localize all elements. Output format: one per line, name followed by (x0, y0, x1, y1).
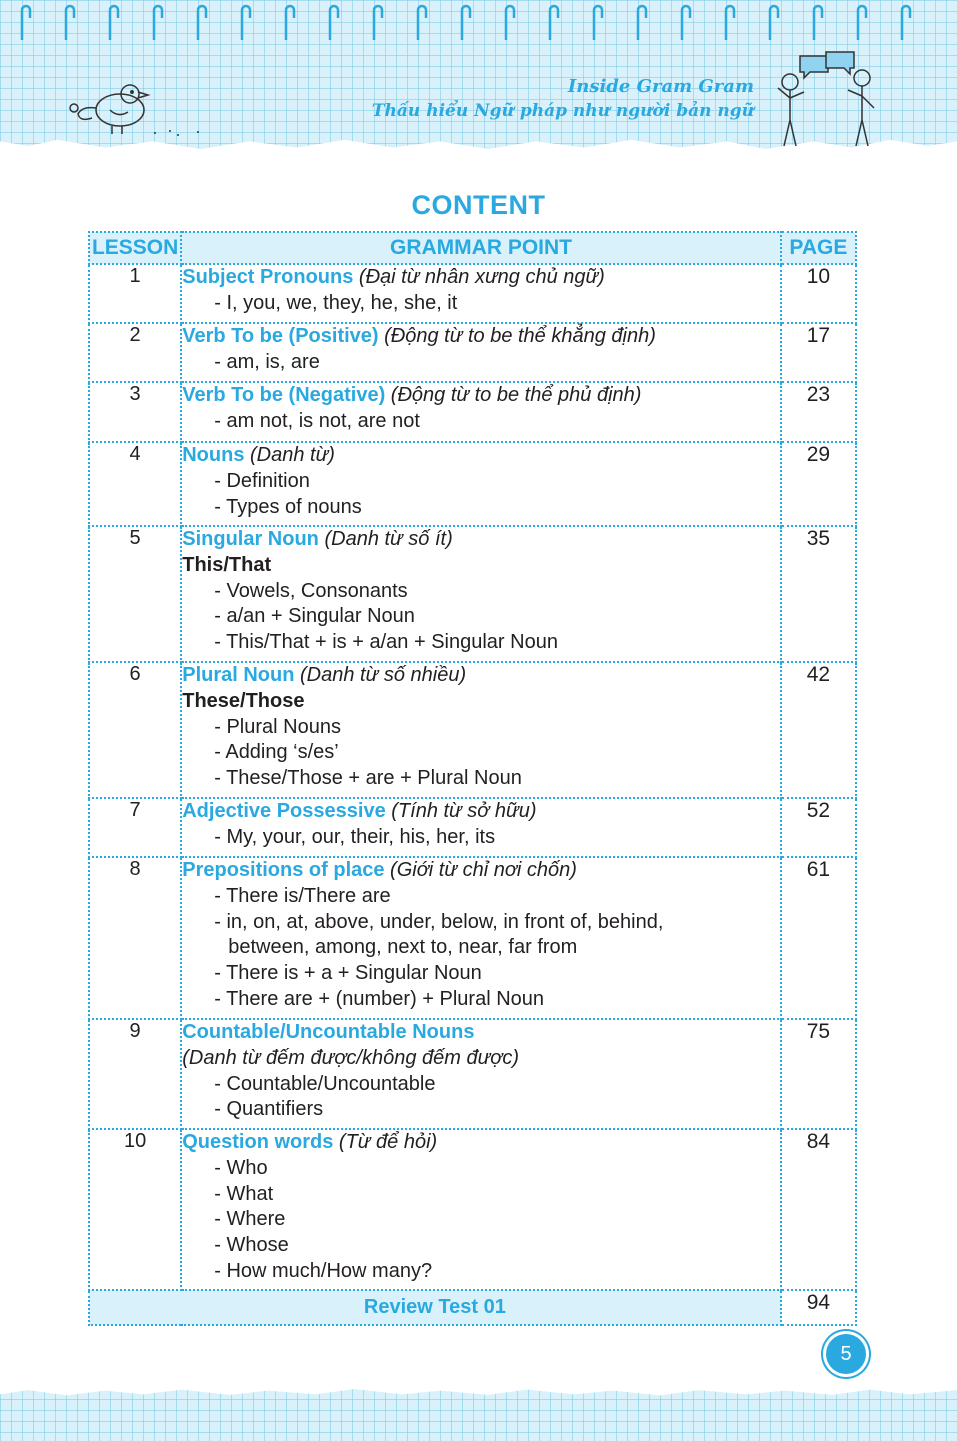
talking-people-icon (770, 48, 890, 148)
header-book-subtitle: Thấu hiểu Ngữ pháp như người bản ngữ (371, 101, 754, 121)
page-number-cell: 23 (781, 382, 856, 442)
table-row (89, 857, 856, 1019)
page-number-cell: 61 (781, 857, 856, 1019)
bird-icon (60, 80, 210, 140)
header-book-title: Inside Gram Gram (567, 76, 754, 97)
grammar-point-cell (181, 662, 781, 798)
lesson-subitem: - What (214, 1182, 274, 1205)
review-row (89, 1290, 856, 1325)
lesson-number: 7 (89, 798, 181, 857)
page-number-badge: 5 (826, 1334, 866, 1374)
lesson-subitem: - Definition (214, 469, 310, 492)
lesson-subitem: - Vowels, Consonants (214, 579, 408, 602)
lesson-number: 4 (89, 442, 181, 526)
lesson-number: 6 (89, 662, 181, 798)
lesson-subitem: - am not, is not, are not (214, 409, 420, 432)
page-number-cell: 29 (781, 442, 856, 526)
lesson-title-vi: (Động từ to be thể khẳng định) (378, 325, 656, 347)
lesson-subitem: - There are + (number) + Plural Noun (214, 987, 545, 1010)
footer-grid-band (0, 1388, 957, 1441)
review-test-label: Review Test 01 (89, 1290, 781, 1325)
page-number-cell: 10 (781, 264, 856, 323)
grammar-point-cell (181, 323, 781, 382)
column-header-grammar-point: GRAMMAR POINT (181, 232, 781, 264)
lesson-title-vi: (Danh từ) (244, 444, 335, 466)
lesson-subheading: This/That (182, 553, 272, 576)
lesson-title-vi: (Từ để hỏi) (333, 1131, 438, 1153)
column-header-lesson: LESSON (89, 232, 181, 264)
grammar-point-cell (181, 1129, 781, 1290)
lesson-subitem: - How much/How many? (214, 1259, 433, 1282)
lesson-subitem: between, among, next to, near, far from (228, 936, 578, 959)
table-row (89, 526, 856, 662)
lesson-subitem: - I, you, we, they, he, she, it (214, 291, 458, 314)
table-row (89, 1129, 856, 1290)
lesson-subitem: - Countable/Uncountable (214, 1072, 436, 1095)
lesson-title-vi: (Giới từ chỉ nơi chốn) (384, 859, 577, 881)
lesson-title-vi: (Động từ to be thể phủ định) (385, 384, 642, 406)
table-row (89, 382, 856, 442)
lesson-number: 1 (89, 264, 181, 323)
review-page-number: 94 (781, 1290, 856, 1325)
page-number-cell: 17 (781, 323, 856, 382)
lesson-subitem: - These/Those + are + Plural Noun (214, 767, 522, 790)
lesson-title-vi: (Tính từ sở hữu) (385, 800, 537, 822)
lesson-title: Nouns (182, 444, 245, 466)
page-title: CONTENT (411, 190, 546, 220)
lesson-number: 9 (89, 1019, 181, 1129)
page-number-cell: 42 (781, 662, 856, 798)
lesson-subitem: - am, is, are (214, 350, 320, 373)
contents-table (88, 231, 857, 1326)
lesson-subitem: - This/That + is + a/an + Singular Noun (214, 631, 558, 654)
lesson-title: Plural Noun (182, 664, 295, 686)
lesson-title: Prepositions of place (182, 859, 385, 881)
grammar-point-cell (181, 1019, 781, 1129)
lesson-subitem: - Who (214, 1156, 268, 1179)
lesson-title-vi: (Danh từ số nhiều) (294, 664, 467, 686)
lesson-title-vi: (Danh từ số ít) (318, 528, 453, 550)
lesson-title: Adjective Possessive (182, 800, 386, 822)
table-row (89, 798, 856, 857)
grammar-point-cell (181, 264, 781, 323)
table-row (89, 1019, 856, 1129)
lesson-number: 10 (89, 1129, 181, 1290)
page-number-cell: 75 (781, 1019, 856, 1129)
lesson-title: Singular Noun (182, 528, 319, 550)
grammar-point-cell (181, 857, 781, 1019)
grammar-point-cell (181, 442, 781, 526)
lesson-subitem: - There is + a + Singular Noun (214, 962, 482, 985)
lesson-title: Question words (182, 1131, 334, 1153)
lesson-subitem: - Whose (214, 1234, 289, 1257)
lesson-number: 2 (89, 323, 181, 382)
lesson-subitem: - There is/There are (214, 884, 391, 907)
lesson-title: Countable/Uncountable Nouns (182, 1021, 475, 1043)
grammar-point-cell (181, 382, 781, 442)
lesson-subitem: - Plural Nouns (214, 715, 341, 738)
lesson-number: 8 (89, 857, 181, 1019)
lesson-subitem: - Adding ‘s/es’ (214, 741, 339, 764)
page-number-cell: 52 (781, 798, 856, 857)
lesson-subheading: These/Those (182, 689, 305, 712)
grammar-point-cell (181, 798, 781, 857)
table-row (89, 323, 856, 382)
page-number-cell: 35 (781, 526, 856, 662)
lesson-title: Subject Pronouns (182, 266, 354, 288)
lesson-title: Verb To be (Positive) (182, 325, 379, 347)
lesson-subitem: - Where (214, 1208, 286, 1231)
lesson-subitem: - Types of nouns (214, 495, 362, 518)
table-header-row (89, 232, 856, 264)
grammar-point-cell (181, 526, 781, 662)
lesson-subitem: - My, your, our, their, his, her, its (214, 825, 496, 848)
table-row (89, 264, 856, 323)
lesson-title-vi: (Danh từ đếm được/không đếm được) (182, 1046, 520, 1069)
page-number-cell: 84 (781, 1129, 856, 1290)
lesson-number: 5 (89, 526, 181, 662)
lesson-title-vi: (Đại từ nhân xưng chủ ngữ) (353, 266, 605, 288)
lesson-subitem: - in, on, at, above, under, below, in front of, behind, (214, 910, 664, 933)
lesson-subitem: - Quantifiers (214, 1098, 324, 1121)
column-header-page: PAGE (781, 232, 856, 264)
notebook-rings (0, 0, 957, 44)
table-row (89, 662, 856, 798)
lesson-title: Verb To be (Negative) (182, 384, 386, 406)
lesson-subitem: - a/an + Singular Noun (214, 605, 415, 628)
table-row (89, 442, 856, 526)
lesson-number: 3 (89, 382, 181, 442)
